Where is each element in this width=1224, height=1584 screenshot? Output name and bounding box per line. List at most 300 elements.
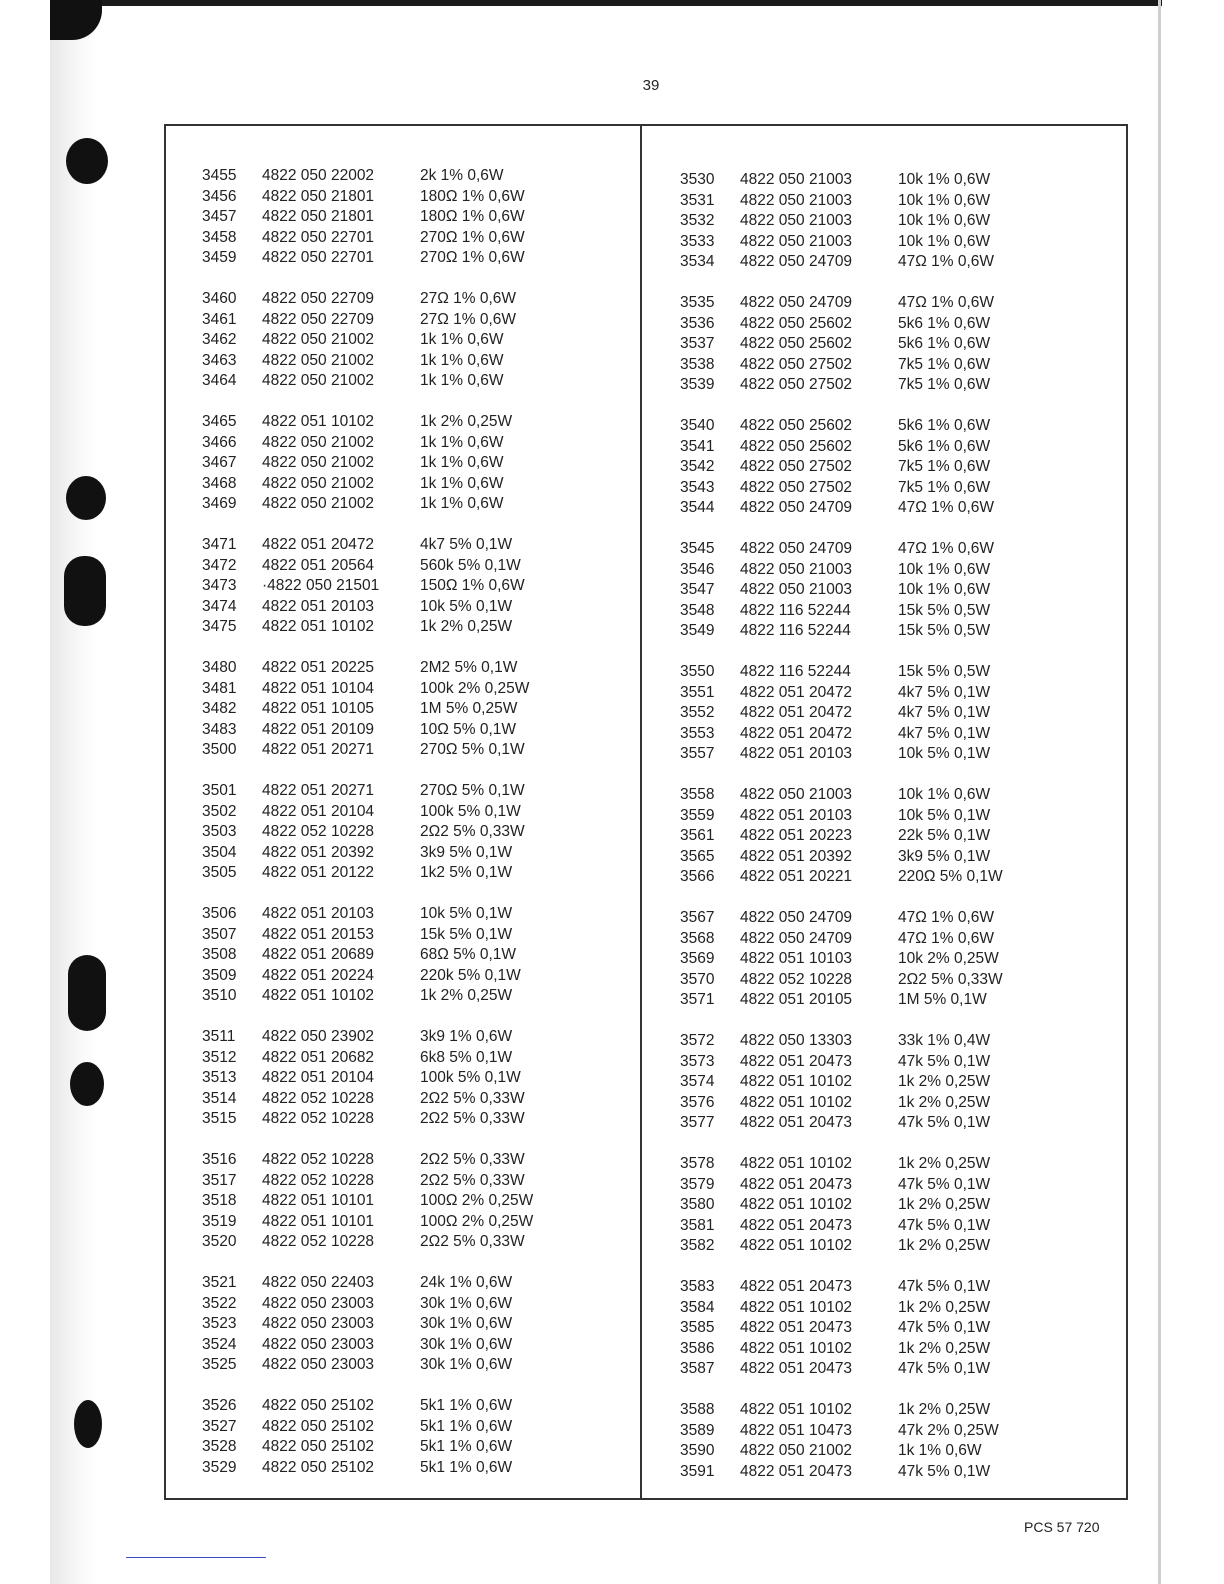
- position-number: 3569: [680, 950, 715, 967]
- position-number: 3520: [202, 1233, 237, 1250]
- part-group: [202, 1273, 640, 1376]
- part-value: 47k 5% 0,1W: [898, 1462, 991, 1480]
- position-number: 3581: [680, 1216, 715, 1234]
- part-row: [202, 433, 640, 454]
- part-row: [680, 539, 1118, 560]
- position-number: 3542: [680, 458, 715, 475]
- part-row: [202, 1355, 640, 1376]
- position-number: 3474: [202, 597, 237, 615]
- part-code: 4822 050 13303: [740, 1032, 853, 1049]
- part-value: 15k 5% 0,5W: [898, 622, 991, 639]
- part-code: 4822 050 21003: [740, 212, 853, 229]
- part-value: 10k 1% 0,6W: [898, 212, 991, 229]
- part-value: 100k 5% 0,1W: [420, 802, 521, 820]
- part-row: [680, 580, 1118, 601]
- part-code: 4822 051 20473: [740, 1175, 853, 1193]
- part-group: [202, 781, 640, 884]
- position-number: 3482: [202, 700, 237, 717]
- part-code: 4822 050 21002: [740, 1442, 853, 1459]
- position-number: 3462: [202, 331, 237, 348]
- part-code: 4822 051 20224: [262, 966, 375, 984]
- position-number: 3502: [202, 802, 237, 820]
- part-value: 3k9 1% 0,6W: [420, 1028, 513, 1045]
- part-group: [680, 1154, 1118, 1257]
- part-code: 4822 050 23003: [262, 1356, 375, 1373]
- part-code: 4822 050 21003: [740, 581, 853, 598]
- position-number: 3463: [202, 351, 237, 369]
- part-code: 4822 050 21801: [262, 208, 375, 225]
- position-number: 3524: [202, 1335, 237, 1353]
- position-number: 3508: [202, 946, 237, 963]
- part-value: 2Ω2 5% 0,33W: [420, 1110, 525, 1127]
- part-code: 4822 051 20104: [262, 802, 375, 820]
- part-code: 4822 050 27502: [740, 458, 853, 475]
- part-code: 4822 050 25602: [740, 314, 853, 332]
- part-row: [202, 679, 640, 700]
- part-value: 47Ω 1% 0,6W: [898, 294, 995, 311]
- position-number: 3464: [202, 372, 237, 389]
- position-number: 3530: [680, 171, 715, 188]
- part-value: 270Ω 5% 0,1W: [420, 741, 525, 758]
- part-value: 10k 1% 0,6W: [898, 581, 991, 598]
- part-code: 4822 051 10102: [740, 1401, 853, 1418]
- part-value: 47k 5% 0,1W: [898, 1175, 991, 1193]
- part-code: 4822 051 20103: [262, 597, 375, 615]
- part-code: 4822 051 20225: [262, 659, 375, 676]
- part-group: [202, 289, 640, 392]
- position-number: 3557: [680, 745, 715, 762]
- part-row: [680, 437, 1118, 458]
- position-number: 3473: [202, 577, 237, 594]
- part-value: 1k 2% 0,25W: [420, 618, 513, 635]
- position-number: 3519: [202, 1212, 237, 1230]
- part-value: 4k7 5% 0,1W: [898, 724, 991, 742]
- part-value: 1k 2% 0,25W: [898, 1073, 991, 1090]
- part-code: 4822 050 25602: [740, 417, 853, 434]
- part-row: [680, 211, 1118, 232]
- part-code: 4822 051 20564: [262, 556, 375, 574]
- part-row: [680, 1031, 1118, 1052]
- position-number: 3526: [202, 1397, 237, 1414]
- position-number: 3589: [680, 1421, 715, 1439]
- part-row: [202, 248, 640, 269]
- part-row: [680, 375, 1118, 396]
- part-row: [202, 556, 640, 577]
- position-number: 3501: [202, 782, 237, 799]
- part-code: 4822 052 10228: [262, 1110, 375, 1127]
- part-value: 10k 5% 0,1W: [898, 745, 991, 762]
- position-number: 3538: [680, 355, 715, 373]
- part-code: 4822 050 22002: [262, 167, 375, 184]
- position-number: 3483: [202, 720, 237, 738]
- position-number: 3471: [202, 536, 237, 553]
- part-row: [680, 560, 1118, 581]
- part-code: 4822 050 22701: [262, 249, 375, 266]
- part-row: [680, 1462, 1118, 1483]
- part-row: [680, 232, 1118, 253]
- part-code: 4822 050 27502: [740, 376, 853, 393]
- part-value: 15k 5% 0,1W: [420, 925, 513, 943]
- position-number: 3558: [680, 786, 715, 803]
- part-value: 1k 1% 0,6W: [420, 474, 504, 492]
- part-group: [202, 412, 640, 515]
- part-group: [202, 658, 640, 761]
- part-row: [680, 785, 1118, 806]
- part-value: 10k 5% 0,1W: [420, 905, 513, 922]
- part-row: [680, 1400, 1118, 1421]
- part-code: 4822 116 52244: [740, 601, 851, 619]
- part-value: 5k1 1% 0,6W: [420, 1438, 513, 1455]
- position-number: 3516: [202, 1151, 237, 1168]
- part-code: 4822 051 20104: [262, 1069, 375, 1086]
- part-row: [680, 1093, 1118, 1114]
- part-code: 4822 051 10102: [740, 1093, 853, 1111]
- part-row: [680, 1441, 1118, 1462]
- part-row: [202, 1335, 640, 1356]
- part-value: 1k 2% 0,25W: [898, 1298, 991, 1316]
- position-number: 3551: [680, 683, 715, 701]
- position-number: 3523: [202, 1315, 237, 1332]
- part-row: [202, 371, 640, 392]
- part-row: [202, 597, 640, 618]
- part-code: 4822 050 23003: [262, 1294, 375, 1312]
- position-number: 3591: [680, 1462, 715, 1480]
- part-row: [202, 1191, 640, 1212]
- part-group: [680, 293, 1118, 396]
- part-value: 27Ω 1% 0,6W: [420, 290, 517, 307]
- part-row: [202, 1109, 640, 1130]
- part-row: [202, 1273, 640, 1294]
- binder-margin: [50, 0, 96, 1584]
- part-row: [680, 744, 1118, 765]
- part-row: [202, 1294, 640, 1315]
- position-number: 3513: [202, 1069, 237, 1086]
- position-number: 3547: [680, 581, 715, 598]
- part-code: 4822 051 20103: [740, 745, 853, 762]
- part-row: [202, 843, 640, 864]
- part-value: 7k5 1% 0,6W: [898, 355, 991, 373]
- part-value: 47k 5% 0,1W: [898, 1319, 991, 1336]
- part-code: 4822 052 10228: [262, 823, 375, 840]
- position-number: 3537: [680, 335, 715, 352]
- position-number: 3539: [680, 376, 715, 393]
- part-value: 68Ω 5% 0,1W: [420, 946, 517, 963]
- position-number: 3515: [202, 1110, 237, 1127]
- part-row: [202, 1150, 640, 1171]
- part-row: [680, 908, 1118, 929]
- position-number: 3527: [202, 1417, 237, 1435]
- part-code: 4822 050 27502: [740, 355, 853, 373]
- part-code: 4822 051 20122: [262, 864, 375, 881]
- part-value: 5k6 1% 0,6W: [898, 314, 991, 332]
- part-value: 1k 1% 0,6W: [898, 1442, 982, 1459]
- position-number: 3510: [202, 987, 237, 1004]
- position-number: 3528: [202, 1438, 237, 1455]
- position-number: 3518: [202, 1192, 237, 1209]
- part-row: [202, 1458, 640, 1479]
- part-value: 5k6 1% 0,6W: [898, 437, 991, 455]
- part-code: 4822 050 21003: [740, 232, 853, 250]
- part-row: [202, 207, 640, 228]
- position-number: 3517: [202, 1171, 237, 1189]
- part-code: 4822 050 25102: [262, 1397, 375, 1414]
- part-value: 1k 1% 0,6W: [420, 351, 504, 369]
- part-value: 1k 1% 0,6W: [420, 495, 504, 512]
- part-row: [202, 802, 640, 823]
- part-row: [680, 1236, 1118, 1257]
- part-value: 180Ω 1% 0,6W: [420, 208, 525, 225]
- part-row: [680, 1359, 1118, 1380]
- part-row: [680, 1052, 1118, 1073]
- part-value: 1k 1% 0,6W: [420, 331, 504, 348]
- position-number: 3552: [680, 704, 715, 721]
- part-code: 4822 051 20109: [262, 720, 375, 738]
- page-number: 39: [642, 77, 660, 94]
- part-code: 4822 050 23003: [262, 1315, 375, 1332]
- position-number: 3475: [202, 618, 237, 635]
- position-number: 3514: [202, 1089, 237, 1107]
- part-value: 270Ω 1% 0,6W: [420, 249, 525, 266]
- part-code: 4822 050 24709: [740, 929, 853, 947]
- part-row: [202, 535, 640, 556]
- part-row: [680, 314, 1118, 335]
- part-code: 4822 050 21801: [262, 187, 375, 205]
- part-value: 2M2 5% 0,1W: [420, 659, 518, 676]
- part-row: [680, 1113, 1118, 1134]
- position-number: 3531: [680, 191, 715, 209]
- position-number: 3570: [680, 970, 715, 988]
- part-value: 10Ω 5% 0,1W: [420, 720, 517, 738]
- part-row: [202, 617, 640, 638]
- part-code: 4822 051 20223: [740, 827, 853, 844]
- part-value: 30k 1% 0,6W: [420, 1335, 513, 1353]
- position-number: 3567: [680, 909, 715, 926]
- part-row: [202, 453, 640, 474]
- part-code: 4822 050 25602: [740, 335, 853, 352]
- part-value: 100Ω 2% 0,25W: [420, 1212, 534, 1230]
- position-number: 3540: [680, 417, 715, 434]
- position-number: 3460: [202, 290, 237, 307]
- part-code: 4822 050 24709: [740, 294, 853, 311]
- scan-top-edge: [52, 0, 1162, 6]
- part-row: [202, 1212, 640, 1233]
- part-value: 5k1 1% 0,6W: [420, 1397, 513, 1414]
- part-group: [680, 1277, 1118, 1380]
- part-code: 4822 051 10102: [262, 413, 375, 430]
- part-value: 1k 1% 0,6W: [420, 433, 504, 451]
- part-row: [680, 416, 1118, 437]
- part-code: 4822 051 10102: [262, 618, 375, 635]
- part-group: [680, 662, 1118, 765]
- part-row: [680, 990, 1118, 1011]
- part-row: [202, 1314, 640, 1335]
- part-code: 4822 051 10102: [740, 1339, 853, 1357]
- position-number: 3578: [680, 1155, 715, 1172]
- part-value: 15k 5% 0,5W: [898, 663, 991, 680]
- part-code: 4822 050 21002: [262, 454, 375, 471]
- part-value: 47Ω 1% 0,6W: [898, 540, 995, 557]
- part-code: 4822 052 10228: [262, 1089, 375, 1107]
- part-value: 30k 1% 0,6W: [420, 1315, 513, 1332]
- position-number: 3529: [202, 1458, 237, 1476]
- part-row: [680, 252, 1118, 273]
- position-number: 3506: [202, 905, 237, 922]
- part-row: [680, 170, 1118, 191]
- position-number: 3522: [202, 1294, 237, 1312]
- position-number: 3549: [680, 622, 715, 639]
- part-code: 4822 052 10228: [740, 970, 853, 988]
- part-code: 4822 051 20473: [740, 1114, 853, 1131]
- part-value: 150Ω 1% 0,6W: [420, 577, 525, 594]
- part-code: 4822 050 23902: [262, 1028, 375, 1045]
- position-number: 3459: [202, 249, 237, 266]
- position-number: 3455: [202, 167, 237, 184]
- part-row: [202, 310, 640, 331]
- part-code: 4822 050 22709: [262, 310, 375, 328]
- part-code: 4822 051 20473: [740, 1278, 853, 1295]
- part-code: 4822 050 21002: [262, 331, 375, 348]
- position-number: 3550: [680, 663, 715, 680]
- position-number: 3543: [680, 478, 715, 496]
- part-value: 1k 2% 0,25W: [420, 413, 513, 430]
- part-row: [202, 494, 640, 515]
- part-code: 4822 052 10228: [262, 1171, 375, 1189]
- part-value: 1M 5% 0,1W: [898, 991, 987, 1008]
- position-number: 3571: [680, 991, 715, 1008]
- part-value: 270Ω 5% 0,1W: [420, 782, 525, 799]
- part-group: [202, 535, 640, 638]
- part-row: [680, 806, 1118, 827]
- position-number: 3533: [680, 232, 715, 250]
- position-number: 3511: [202, 1028, 236, 1045]
- part-group: [202, 904, 640, 1007]
- part-value: 10k 1% 0,6W: [898, 232, 991, 250]
- part-value: 4k7 5% 0,1W: [898, 704, 991, 721]
- part-row: [202, 412, 640, 433]
- part-row: [680, 457, 1118, 478]
- part-value: 220Ω 5% 0,1W: [898, 868, 1003, 885]
- part-row: [202, 904, 640, 925]
- punch-hole: [66, 138, 108, 184]
- position-number: 3574: [680, 1073, 715, 1090]
- position-number: 3586: [680, 1339, 715, 1357]
- part-code: 4822 051 20103: [740, 806, 853, 824]
- part-code: 4822 051 20473: [740, 1319, 853, 1336]
- part-code: 4822 050 27502: [740, 478, 853, 496]
- part-code: 4822 051 20472: [740, 683, 853, 701]
- part-row: [680, 1175, 1118, 1196]
- part-group: [202, 1150, 640, 1253]
- part-row: [680, 867, 1118, 888]
- part-code: 4822 050 21003: [740, 171, 853, 188]
- part-row: [680, 929, 1118, 950]
- part-value: 1M 5% 0,25W: [420, 700, 518, 717]
- part-code: 4822 051 20473: [740, 1052, 853, 1070]
- position-number: 3521: [202, 1274, 237, 1291]
- part-value: 100k 5% 0,1W: [420, 1069, 521, 1086]
- part-code: 4822 050 22709: [262, 290, 375, 307]
- part-value: 30k 1% 0,6W: [420, 1294, 513, 1312]
- part-value: 15k 5% 0,5W: [898, 601, 991, 619]
- part-row: [680, 1072, 1118, 1093]
- part-code: 4822 051 20271: [262, 782, 375, 799]
- part-value: 27Ω 1% 0,6W: [420, 310, 517, 328]
- part-group: [202, 1396, 640, 1478]
- part-value: 10k 5% 0,1W: [420, 597, 513, 615]
- part-row: [680, 1216, 1118, 1237]
- part-value: 7k5 1% 0,6W: [898, 458, 991, 475]
- position-number: 3512: [202, 1048, 237, 1066]
- part-value: 47k 2% 0,25W: [898, 1421, 999, 1439]
- part-group: [680, 1031, 1118, 1134]
- part-code: 4822 052 10228: [262, 1151, 375, 1168]
- part-code: 4822 052 10228: [262, 1233, 375, 1250]
- position-number: 3466: [202, 433, 237, 451]
- part-value: 10k 1% 0,6W: [898, 171, 991, 188]
- part-value: 1k 1% 0,6W: [420, 454, 504, 471]
- part-row: [202, 720, 640, 741]
- part-row: [202, 781, 640, 802]
- part-row: [202, 576, 640, 597]
- part-code: 4822 051 10102: [262, 987, 375, 1004]
- position-number: 3509: [202, 966, 237, 984]
- position-number: 3588: [680, 1401, 715, 1418]
- part-row: [202, 187, 640, 208]
- position-number: 3467: [202, 454, 237, 471]
- position-number: 3456: [202, 187, 237, 205]
- part-row: [202, 945, 640, 966]
- part-value: 2Ω2 5% 0,33W: [420, 1151, 525, 1168]
- part-row: [680, 601, 1118, 622]
- part-row: [680, 334, 1118, 355]
- part-row: [202, 699, 640, 720]
- part-code: 4822 050 24709: [740, 499, 853, 516]
- part-row: [680, 498, 1118, 519]
- position-number: 3561: [680, 827, 715, 844]
- part-code: 4822 051 10101: [262, 1192, 375, 1209]
- punch-hole: [66, 476, 106, 520]
- part-code: 4822 050 21003: [740, 560, 853, 578]
- part-row: [202, 863, 640, 884]
- position-number: 3577: [680, 1114, 715, 1131]
- part-value: 100Ω 2% 0,25W: [420, 1192, 534, 1209]
- part-value: 47k 5% 0,1W: [898, 1052, 991, 1070]
- part-code: 4822 050 21003: [740, 786, 853, 803]
- part-row: [202, 1171, 640, 1192]
- part-row: [680, 191, 1118, 212]
- part-code: 4822 050 25102: [262, 1417, 375, 1435]
- part-value: 30k 1% 0,6W: [420, 1356, 513, 1373]
- scan-bottom-mark: [126, 1557, 266, 1558]
- part-row: [680, 1318, 1118, 1339]
- part-code: 4822 050 22403: [262, 1274, 375, 1291]
- part-value: 4k7 5% 0,1W: [898, 683, 991, 701]
- part-row: [680, 703, 1118, 724]
- part-row: [680, 949, 1118, 970]
- position-number: 3568: [680, 929, 715, 947]
- part-code: 4822 051 20473: [740, 1216, 853, 1234]
- part-row: [202, 1417, 640, 1438]
- part-value: 22k 5% 0,1W: [898, 827, 991, 844]
- part-code: 4822 051 20271: [262, 741, 375, 758]
- position-number: 3545: [680, 540, 715, 557]
- part-value: 10k 5% 0,1W: [898, 806, 991, 824]
- part-code: 4822 051 20153: [262, 925, 375, 943]
- part-row: [202, 1068, 640, 1089]
- part-row: [202, 986, 640, 1007]
- part-code: 4822 050 21003: [740, 191, 853, 209]
- position-number: 3504: [202, 843, 237, 861]
